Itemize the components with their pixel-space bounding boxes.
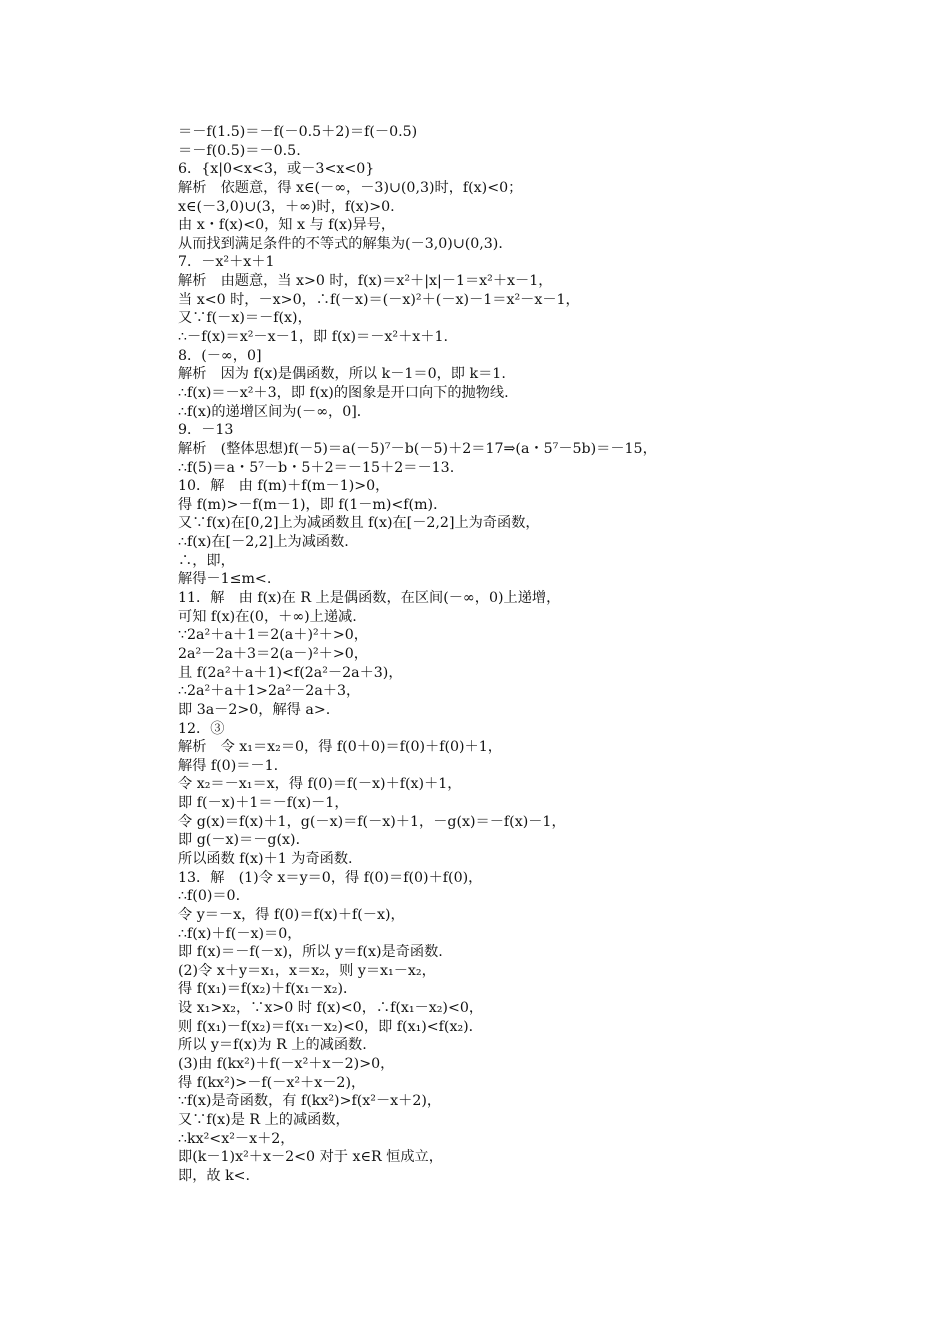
answer-document — [178, 123, 898, 1186]
text-line: ∴f(x)＝－x²＋3，即 f(x)的图象是开口向下的抛物线. — [178, 384, 509, 401]
text-line: ∴2a²＋a＋1>2a²－2a＋3， — [178, 683, 361, 700]
text-line: 9．－13 — [178, 422, 234, 439]
text-line: 12．③ — [178, 720, 225, 737]
text-line: 则 f(x₁)－f(x₂)＝f(x₁－x₂)<0，即 f(x₁)<f(x₂)． — [178, 1018, 483, 1035]
text-line: 解析 (整体思想)f(－5)＝a(－5)⁷－b(－5)＋2＝17⇒(a・5⁷－5b)＝－15， — [178, 440, 657, 457]
text-line: 所以 y＝f(x)为 R 上的减函数. — [178, 1037, 367, 1054]
text-line: 11．解 由 f(x)在 R 上是偶函数，在区间(－∞，0)上递增， — [178, 590, 561, 607]
text-line: 2a²－2a＋3＝2(a－)²＋>0， — [178, 645, 368, 662]
text-line: 令 y＝－x，得 f(0)＝f(x)＋f(－x)， — [178, 906, 405, 923]
text-line: 又∵f(－x)＝－f(x)， — [178, 310, 312, 327]
text-line: (2)令 x＋y＝x₁，x＝x₂，则 y＝x₁－x₂， — [178, 962, 436, 979]
text-line: ∴f(x)的递增区间为(－∞，0]． — [178, 403, 371, 420]
text-line: 设 x₁>x₂，∵x>0 时 f(x)<0，∴f(x₁－x₂)<0， — [178, 1000, 484, 1017]
text-line: 即，故 k<. — [178, 1167, 251, 1184]
text-line: 又∵f(x)在[0,2]上为减函数且 f(x)在[－2,2]上为奇函数， — [178, 515, 540, 532]
text-line: ∴f(x)＋f(－x)＝0， — [178, 925, 302, 942]
text-line: ∴f(0)＝0. — [178, 888, 241, 905]
text-line: (3)由 f(kx²)＋f(－x²＋x－2)>0， — [178, 1056, 395, 1073]
text-line: 6．{x|0<x<3，或－3<x<0} — [178, 161, 375, 178]
text-line: 8．(－∞，0] — [178, 347, 262, 364]
text-line: 即 f(－x)＋1＝－f(x)－1， — [178, 795, 349, 812]
text-line: ∴f(x)在[－2,2]上为减函数. — [178, 534, 349, 551]
text-line: ∴f(5)＝a・5⁷－b・5＋2＝－15＋2＝－13. — [178, 459, 455, 476]
text-line: 即 f(x)＝－f(－x)，所以 y＝f(x)是奇函数. — [178, 944, 443, 961]
text-line: 即 g(－x)＝－g(x)． — [178, 832, 310, 849]
text-line: ∵2a²＋a＋1＝2(a＋)²＋>0， — [178, 627, 368, 644]
text-line: 且 f(2a²＋a＋1)<f(2a²－2a＋3)， — [178, 664, 403, 681]
text-line: 7．－x²＋x＋1 — [178, 254, 275, 271]
text-line: 得 f(m)>－f(m－1)，即 f(1－m)<f(m)． — [178, 496, 448, 513]
text-line: 得 f(x₁)＝f(x₂)＋f(x₁－x₂)． — [178, 981, 358, 998]
text-line: 13．解 (1)令 x＝y＝0，得 f(0)＝f(0)＋f(0)， — [178, 869, 483, 886]
text-line: 解析 由题意，当 x>0 时，f(x)＝x²＋|x|－1＝x²＋x－1， — [178, 273, 553, 290]
text-line: 所以函数 f(x)＋1 为奇函数. — [178, 850, 353, 867]
text-line: ∴－f(x)＝x²－x－1，即 f(x)＝－x²＋x＋1. — [178, 329, 448, 346]
text-line: 令 g(x)＝f(x)＋1，g(－x)＝f(－x)＋1，－g(x)＝－f(x)－1， — [178, 813, 566, 830]
text-line: 由 x・f(x)<0，知 x 与 f(x)异号， — [178, 217, 396, 234]
text-line: 得 f(kx²)>－f(－x²＋x－2)， — [178, 1074, 366, 1091]
text-line: 又∵f(x)是 R 上的减函数， — [178, 1111, 350, 1128]
text-line: ∴kx²<x²－x＋2， — [178, 1130, 295, 1147]
text-line: 解析 因为 f(x)是偶函数，所以 k－1＝0，即 k＝1. — [178, 366, 506, 383]
text-line: ∴，即， — [178, 552, 235, 569]
text-line: 解析 令 x₁＝x₂＝0，得 f(0＋0)＝f(0)＋f(0)＋1， — [178, 739, 502, 756]
text-line: 可知 f(x)在(0，＋∞)上递减. — [178, 608, 357, 625]
text-line: ＝－f(0.5)＝－0.5. — [178, 142, 301, 159]
text-line: 10．解 由 f(m)＋f(m－1)>0， — [178, 478, 390, 495]
text-line: 从而找到满足条件的不等式的解集为(－3,0)∪(0,3)． — [178, 235, 513, 252]
text-line: ＝－f(1.5)＝－f(－0.5＋2)＝f(－0.5) — [178, 124, 418, 140]
text-line: 解得－1≤m<. — [178, 571, 272, 588]
text-line: 即 3a－2>0，解得 a>. — [178, 701, 331, 718]
text-line: 即(k－1)x²＋x－2<0 对于 x∈R 恒成立， — [178, 1149, 443, 1166]
text-line: 令 x₂＝－x₁＝x，得 f(0)＝f(－x)＋f(x)＋1， — [178, 776, 462, 793]
text-line: 当 x<0 时，－x>0，∴f(－x)＝(－x)²＋(－x)－1＝x²－x－1， — [178, 291, 580, 308]
text-line: x∈(－3,0)∪(3，＋∞)时，f(x)>0. — [178, 198, 395, 215]
text-line: ∵f(x)是奇函数，有 f(kx²)>f(x²－x＋2)， — [178, 1093, 442, 1110]
text-line: 解析 依题意，得 x∈(－∞，－3)∪(0,3)时，f(x)<0； — [178, 179, 523, 196]
text-line: 解得 f(0)＝－1. — [178, 757, 279, 774]
